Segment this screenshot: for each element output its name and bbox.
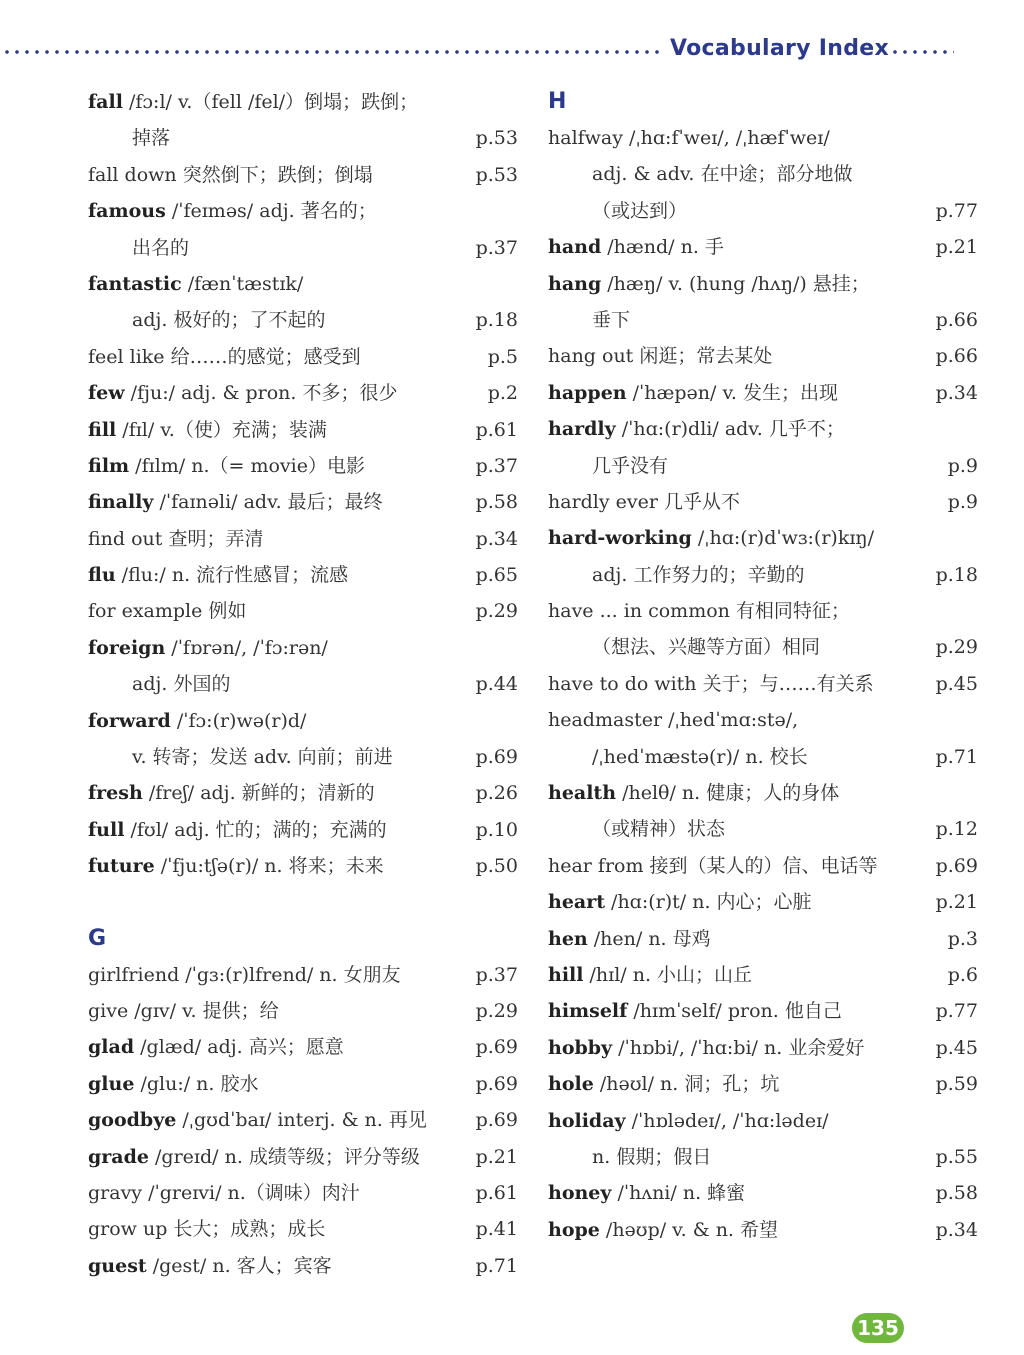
page-reference: p.6: [947, 963, 978, 986]
page-reference: p.58: [475, 491, 518, 514]
page-reference: p.37: [475, 454, 518, 477]
page-reference: p.77: [935, 1000, 978, 1023]
page-number-badge: 135: [852, 1313, 904, 1343]
vocab-entry: [548, 120, 978, 156]
headword: hobby: [548, 1036, 613, 1059]
section-letter: H: [548, 89, 567, 114]
vocab-entry: [548, 921, 978, 957]
page-reference: p.41: [475, 1218, 518, 1241]
definition: feel like 给……的感觉；感受到: [88, 345, 361, 368]
vocab-entry: [548, 1175, 978, 1211]
headword: fall: [88, 91, 123, 113]
vocab-entry: [88, 1139, 518, 1175]
page-reference: p.66: [935, 308, 978, 331]
definition: /fɪlm/ n.（= movie）电影: [129, 454, 365, 477]
headword: holiday: [548, 1109, 626, 1132]
vocab-entry: [88, 993, 518, 1029]
headword: flu: [88, 564, 116, 587]
section-gap: [88, 885, 518, 921]
vocab-entry: [88, 957, 518, 993]
definition: /fʊl/ adj. 忙的；满的；充满的: [124, 818, 387, 841]
vocab-entry: [88, 593, 518, 629]
page-reference: p.55: [935, 1145, 978, 1168]
page-reference: p.21: [475, 1145, 518, 1168]
headword: forward: [88, 709, 171, 732]
definition: /həʊl/ n. 洞；孔；坑: [593, 1073, 780, 1096]
page-reference: p.9: [947, 490, 978, 513]
definition: girlfriend /ˈgɜ:(r)lfrend/ n. 女朋友: [88, 963, 401, 986]
entry-continuation: [548, 156, 978, 192]
entry-continuation: [88, 666, 518, 702]
headword: grade: [88, 1145, 149, 1168]
page-reference: p.53: [475, 127, 518, 150]
definition: /fɪl/ v.（使）充满；装满: [116, 418, 327, 441]
page-reference: p.58: [935, 1182, 978, 1205]
entry-continuation: [88, 739, 518, 775]
page-reference: p.69: [475, 746, 518, 769]
definition: /hæŋ/ v. (hung /hʌŋ/) 悬挂；: [601, 272, 870, 295]
definition: 垂下: [592, 308, 631, 331]
definition: adj. 极好的；了不起的: [132, 309, 326, 332]
vocab-entry: [548, 848, 978, 884]
vocab-entry: [88, 412, 518, 448]
page-reference: p.69: [475, 1072, 518, 1095]
page-reference: p.10: [475, 818, 518, 841]
headword: heart: [548, 891, 605, 914]
vocab-entry: [548, 702, 978, 738]
definition: have to do with 关于；与……有关系: [548, 672, 874, 695]
vocab-entry: [88, 84, 518, 120]
definition: give /gɪv/ v. 提供；给: [88, 999, 279, 1022]
page-reference: p.37: [475, 236, 518, 259]
entry-continuation: [548, 629, 978, 665]
headword: guest: [88, 1254, 147, 1277]
vocab-entry: [548, 993, 978, 1029]
vocab-entry: [548, 520, 978, 556]
vocab-entry: [548, 484, 978, 520]
definition: （想法、兴趣等方面）相同: [592, 636, 821, 659]
definition: hardly ever 几乎从不: [548, 490, 741, 513]
vocab-entry: [548, 266, 978, 302]
page-reference: p.34: [935, 1218, 978, 1241]
definition: /glæd/ adj. 高兴；愿意: [134, 1036, 344, 1059]
definition: /greɪd/ n. 成绩等级；评分等级: [148, 1145, 420, 1168]
definition: /ˌhedˈmæstə(r)/ n. 校长: [592, 745, 808, 768]
entry-continuation: [88, 120, 518, 156]
entry-continuation: [548, 557, 978, 593]
vocab-entry: [88, 521, 518, 557]
definition: 出名的: [132, 236, 190, 259]
page-reference: p.44: [475, 673, 518, 696]
headword: foreign: [88, 636, 166, 659]
page-reference: p.59: [935, 1073, 978, 1096]
page-reference: p.29: [475, 600, 518, 623]
page-reference: p.77: [935, 199, 978, 222]
vocab-entry: [548, 1030, 978, 1066]
page-reference: p.34: [475, 527, 518, 550]
definition: adj. 外国的: [132, 673, 231, 696]
headword: finally: [88, 491, 154, 514]
page-reference: p.3: [947, 927, 978, 950]
page-reference: p.61: [475, 418, 518, 441]
vocab-entry: [88, 157, 518, 193]
vocab-entry: [88, 775, 518, 811]
definition: /ˈhɑ:(r)dli/ adv. 几乎不；: [615, 418, 845, 441]
page-header: [0, 34, 1024, 70]
headword: hole: [548, 1073, 594, 1096]
vocab-entry: [548, 666, 978, 702]
headword: hard-working: [548, 527, 692, 550]
page-reference: p.69: [475, 1109, 518, 1132]
entry-continuation: [548, 448, 978, 484]
entry-continuation: [88, 230, 518, 266]
vocab-entry: [548, 884, 978, 920]
headword: few: [88, 382, 125, 405]
page-reference: p.66: [935, 345, 978, 368]
definition: fall down 突然倒下；跌倒；倒塌: [88, 163, 373, 186]
vocab-entry: [548, 338, 978, 374]
definition: v. 转寄；发送 adv. 向前；前进: [132, 746, 393, 769]
vocab-entry: [548, 229, 978, 265]
dotted-rule-left: [2, 50, 662, 54]
definition: /freʃ/ adj. 新鲜的；清新的: [142, 782, 375, 805]
definition: have ... in common 有相同特征；: [548, 600, 850, 623]
headword: honey: [548, 1182, 612, 1205]
entry-continuation: [548, 739, 978, 775]
vocab-entry: [548, 1103, 978, 1139]
vocab-entry: [548, 411, 978, 447]
page-reference: p.12: [935, 818, 978, 841]
definition: /həʊp/ v. & n. 希望: [599, 1218, 779, 1241]
page-reference: p.69: [935, 854, 978, 877]
definition: /ˌhɑ:(r)dˈwɜ:(r)kɪŋ/: [691, 527, 875, 550]
vocab-entry: [88, 339, 518, 375]
vocab-entry: [548, 957, 978, 993]
headword: famous: [88, 200, 166, 223]
definition: /ˈhʌni/ n. 蜂蜜: [611, 1182, 746, 1205]
vocab-entry: [548, 775, 978, 811]
definition: /hɪmˈself/ pron. 他自己: [627, 1000, 842, 1023]
headword: hope: [548, 1218, 600, 1241]
page-reference: p.71: [475, 1254, 518, 1277]
right-column: [548, 84, 978, 1248]
headword: fresh: [88, 782, 143, 805]
page-reference: p.29: [935, 636, 978, 659]
definition: /ˈhɒlədeɪ/, /ˈhɑ:lədeɪ/: [625, 1109, 829, 1132]
definition: halfway /ˌhɑ:fˈweɪ/, /ˌhæfˈweɪ/: [548, 127, 830, 149]
page-reference: p.5: [487, 345, 518, 368]
vocab-entry: [88, 1211, 518, 1247]
vocab-entry: [88, 1102, 518, 1138]
headword: happen: [548, 381, 627, 404]
page-reference: p.53: [475, 163, 518, 186]
vocab-entry: [88, 1066, 518, 1102]
page-reference: p.71: [935, 745, 978, 768]
vocab-entry: [548, 1066, 978, 1102]
definition: adj. & adv. 在中途；部分地做: [592, 163, 853, 186]
headword: fill: [88, 418, 117, 441]
page-reference: p.45: [935, 672, 978, 695]
entry-continuation: [88, 302, 518, 338]
vocab-entry: [88, 1248, 518, 1284]
page-reference: p.9: [947, 454, 978, 477]
definition: /hen/ n. 母鸡: [587, 927, 711, 950]
page-reference: p.50: [475, 855, 518, 878]
definition: /ˈfɒrən/, /ˈfɔ:rən/: [165, 636, 328, 659]
page-reference: p.18: [475, 309, 518, 332]
headword: glue: [88, 1072, 135, 1095]
headword: hang: [548, 272, 602, 295]
entry-continuation: [548, 302, 978, 338]
definition: /ˈhɒbi/, /ˈhɑ:bi/ n. 业余爱好: [612, 1036, 865, 1059]
definition: /ˈfeɪməs/ adj. 著名的；: [165, 200, 377, 223]
definition: /ˈfju:tʃə(r)/ n. 将来；未来: [154, 855, 384, 878]
vocab-entry: [88, 448, 518, 484]
page-reference: p.18: [935, 563, 978, 586]
definition: for example 例如: [88, 600, 247, 623]
definition: grow up 长大；成熟；成长: [88, 1218, 326, 1241]
definition: n. 假期；假日: [592, 1145, 712, 1168]
header-title: Vocabulary Index: [670, 36, 889, 61]
definition: /ˌgʊdˈbaɪ/ interj. & n. 再见: [176, 1109, 427, 1132]
definition: gravy /ˈgreɪvi/ n.（调味）肉汁: [88, 1181, 360, 1204]
dotted-rule-right: [890, 50, 954, 54]
vocab-entry: [548, 593, 978, 629]
definition: /hɑ:(r)t/ n. 内心；心脏: [605, 891, 812, 914]
headword: hardly: [548, 418, 616, 441]
vocab-entry: [548, 1212, 978, 1248]
definition: hang out 闲逛；常去某处: [548, 345, 773, 368]
definition: /fju:/ adj. & pron. 不多；很少: [124, 382, 398, 405]
page-reference: p.21: [935, 891, 978, 914]
definition: /hænd/ n. 手: [601, 236, 724, 259]
vocab-entry: [88, 484, 518, 520]
definition: /ˈfɔ:(r)wə(r)d/: [170, 709, 307, 732]
vocab-entry: [88, 1175, 518, 1211]
headword: hen: [548, 927, 588, 950]
definition: /fænˈtæstɪk/: [181, 272, 304, 295]
entry-continuation: [548, 811, 978, 847]
vocab-entry: [88, 266, 518, 302]
headword: hill: [548, 963, 584, 986]
definition: 几乎没有: [592, 454, 669, 477]
page-reference: p.69: [475, 1036, 518, 1059]
page-reference: p.61: [475, 1181, 518, 1204]
definition: /ˈhæpən/ v. 发生；出现: [626, 381, 839, 404]
page-reference: p.29: [475, 999, 518, 1022]
vocab-entry: [88, 1029, 518, 1065]
definition: /hɪl/ n. 小山；山丘: [583, 963, 753, 986]
page-reference: p.26: [475, 782, 518, 805]
definition: adj. 工作努力的；辛勤的: [592, 563, 805, 586]
page-reference: p.2: [487, 382, 518, 405]
headword: goodbye: [88, 1109, 177, 1132]
definition: /helθ/ n. 健康；人的身体: [616, 782, 840, 805]
vocab-entry: [88, 812, 518, 848]
page-reference: p.45: [935, 1036, 978, 1059]
definition: /flu:/ n. 流行性感冒；流感: [115, 564, 349, 587]
headword: future: [88, 855, 155, 878]
page-reference: p.34: [935, 381, 978, 404]
vocab-entry: [88, 630, 518, 666]
headword: himself: [548, 1000, 628, 1023]
definition: /glu:/ n. 胶水: [134, 1072, 259, 1095]
entry-continuation: [548, 193, 978, 229]
headword: fantastic: [88, 272, 182, 295]
vocab-entry: [88, 375, 518, 411]
definition: headmaster /ˌhedˈmɑ:stə/,: [548, 709, 799, 732]
definition: find out 查明；弄清: [88, 527, 264, 550]
definition: /gest/ n. 客人；宾客: [146, 1254, 332, 1277]
section-letter: G: [88, 925, 107, 951]
page-reference: p.37: [475, 963, 518, 986]
vocab-entry: [88, 193, 518, 229]
entry-continuation: [548, 1139, 978, 1175]
definition: /fɔ:l/ v.（fell /fel/）倒塌；跌倒；: [122, 91, 419, 113]
headword: hand: [548, 236, 602, 259]
definition: （或精神）状态: [592, 818, 726, 841]
headword: glad: [88, 1036, 135, 1059]
definition: 掉落: [132, 127, 171, 150]
left-column: [88, 84, 518, 1284]
vocab-entry: [88, 848, 518, 884]
headword: full: [88, 818, 125, 841]
page-reference: p.21: [935, 236, 978, 259]
vocab-entry: [88, 557, 518, 593]
definition: hear from 接到（某人的）信、电话等: [548, 854, 878, 877]
vocab-entry: [88, 703, 518, 739]
definition: /ˈfaɪnəli/ adv. 最后；最终: [153, 491, 383, 514]
headword: film: [88, 454, 130, 477]
vocab-entry: [548, 375, 978, 411]
headword: health: [548, 782, 617, 805]
page-reference: p.65: [475, 564, 518, 587]
definition: （或达到）: [592, 199, 688, 222]
